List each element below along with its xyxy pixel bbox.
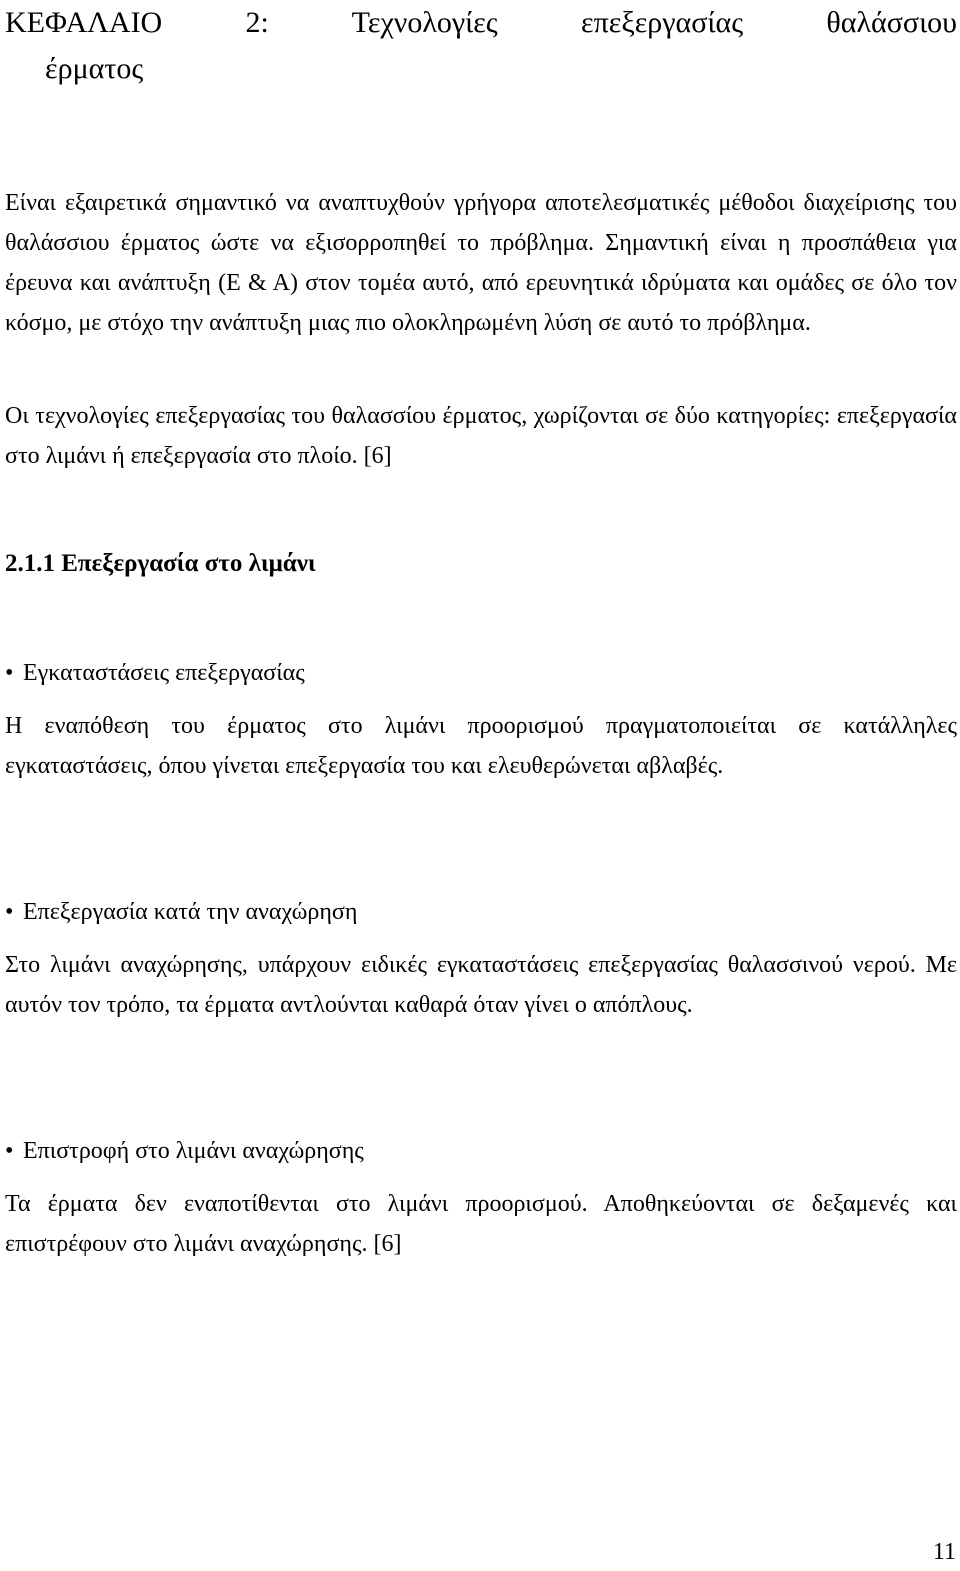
bullet-item-departure-treatment <box>5 892 357 932</box>
page-number: 11 <box>932 1539 956 1565</box>
bullet-item-return-to-port <box>5 1131 364 1171</box>
bullet-paragraph: Στο λιμάνι αναχώρησης, υπάρχουν ειδικές εγκαταστάσεις επεξεργασίας θαλασσινού νερού. Με αυτόν τον τρόπο, τα έρματα αντλούνται καθαρά όταν γίνει ο απόπλους. <box>5 952 957 1018</box>
chapter-title: ΚΕΦΑΛΑΙΟ 2: Τεχνολογίες επεξεργασίας θαλάσσιου <box>5 6 957 39</box>
bullet-item-facilities <box>5 653 305 693</box>
bullet-icon: • <box>5 899 14 925</box>
section-heading: 2.1.1 Επεξεργασία στο λιμάνι <box>5 550 316 577</box>
chapter-title-continuation: έρματος <box>45 52 144 85</box>
bullet-paragraph: Η εναπόθεση του έρματος στο λιμάνι προορισμού πραγματοποιείται σε κατάλληλες εγκαταστάσεις, όπου γίνεται επεξεργασία του και ελευθερώνεται αβλαβές. <box>5 713 957 779</box>
bullet-title: Επιστροφή στο λιμάνι αναχώρησης <box>23 1138 364 1164</box>
intro-paragraph-2: Οι τεχνολογίες επεξεργασίας του θαλασσίου έρματος, χωρίζονται σε δύο κατηγορίες: επεξεργασία στο λιμάνι ή επεξεργασία στο πλοίο. [6] <box>5 403 957 469</box>
bullet-icon: • <box>5 660 14 686</box>
bullet-title: Επεξεργασία κατά την αναχώρηση <box>23 899 358 925</box>
bullet-paragraph: Τα έρματα δεν εναποτίθενται στο λιμάνι προορισμού. Αποθηκεύονται σε δεξαμενές και επιστρέφουν στο λιμάνι αναχώρησης. [6] <box>5 1191 957 1257</box>
intro-paragraph-1: Είναι εξαιρετικά σημαντικό να αναπτυχθούν γρήγορα αποτελεσματικές μέθοδοι διαχείρισης του θαλάσσιου έρματος ώστε να εξισορροπηθεί το πρόβλημα. Σημαντική είναι η προσπάθεια για έρευνα και ανάπτυξη (Ε & Α) στον τομέα αυτό, από ερευνητικά ιδρύματα και ομάδες σε όλο τον κόσμο, με στόχο την ανάπτυξη μιας πιο ολοκληρωμένη λύση σε αυτό το πρόβλημα. <box>5 190 957 336</box>
bullet-title: Εγκαταστάσεις επεξεργασίας <box>23 660 305 686</box>
bullet-icon: • <box>5 1138 14 1164</box>
